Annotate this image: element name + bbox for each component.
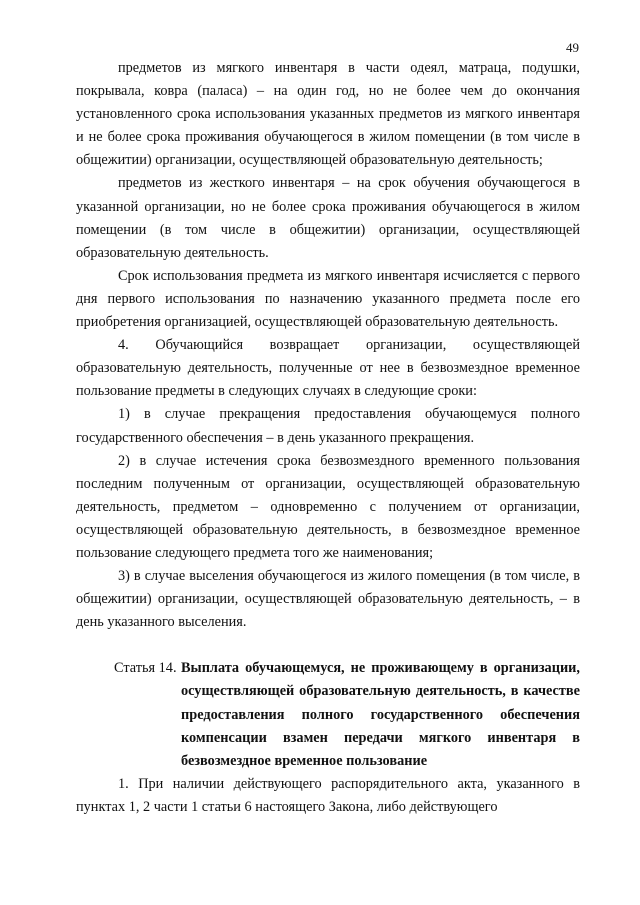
page-number: 49 <box>566 40 579 55</box>
paragraph-return-case-2: 2) в случае истечения срока безвозмездного временного пользования последним полученным от организации, осуществляющей образовательную деятельность, предметом – одновременно с получением от организации, осуществляющей образовательную деятельность, в безвозмездное временное пользование следующего предмета того же наименования; <box>76 452 580 561</box>
paragraph-return-case-3: 3) в случае выселения обучающегося из жилого помещения (в том числе, в общежитии) организации, осуществляющей образовательную деятельность, – в день указанного выселения. <box>76 568 580 631</box>
document-body <box>76 57 580 819</box>
paragraph-usage-period: Срок использования предмета из мягкого инвентаря исчисляется с первого дня первого использования по назначению указанного предмета после его приобретения организацией, осуществляющей образовательную деятельность. <box>76 267 580 331</box>
paragraph-soft-inventory-term: предметов из мягкого инвентаря в части одеял, матраца, подушки, покрывала, ковра (паласа) – на один год, но не более чем до окончания установленного срока использования указанных предметов из мягкого инвентаря и не более срока проживания обучающегося в жилом помещении (в том числе в общежитии) организации, осуществляющей образовательную деятельность; <box>76 60 580 169</box>
paragraph-article-14-item-1: 1. При наличии действующего распорядительного акта, указанного в пунктах 1, 2 части 1 статьи 6 настоящего Закона, либо действующего <box>76 775 580 815</box>
article-number: Статья 14. <box>114 660 177 677</box>
article-heading <box>76 657 580 772</box>
article-title: Выплата обучающемуся, не проживающему в организации, осуществляющей образовательную деятельность, в качестве предоставления полного государственного обеспечения компенсации взамен передачи мягкого инвентаря в безвозмездное временное пользование <box>181 660 580 769</box>
paragraph-return-clause: 4. Обучающийся возвращает организации, осуществляющей образовательную деятельность, полученные от нее в безвозмездное временное пользование предметы в следующих случаях в следующие сроки: <box>76 337 580 400</box>
paragraph-hard-inventory-term: предметов из жесткого инвентаря – на срок обучения обучающегося в указанной организации, но не более срока проживания обучающегося в жилом помещении (в том числе в общежитии) организации, осуществляющей образовательную деятельность. <box>76 175 580 261</box>
paragraph-return-case-1: 1) в случае прекращения предоставления обучающемуся полного государственного обеспечения – в день указанного прекращения. <box>76 406 580 446</box>
